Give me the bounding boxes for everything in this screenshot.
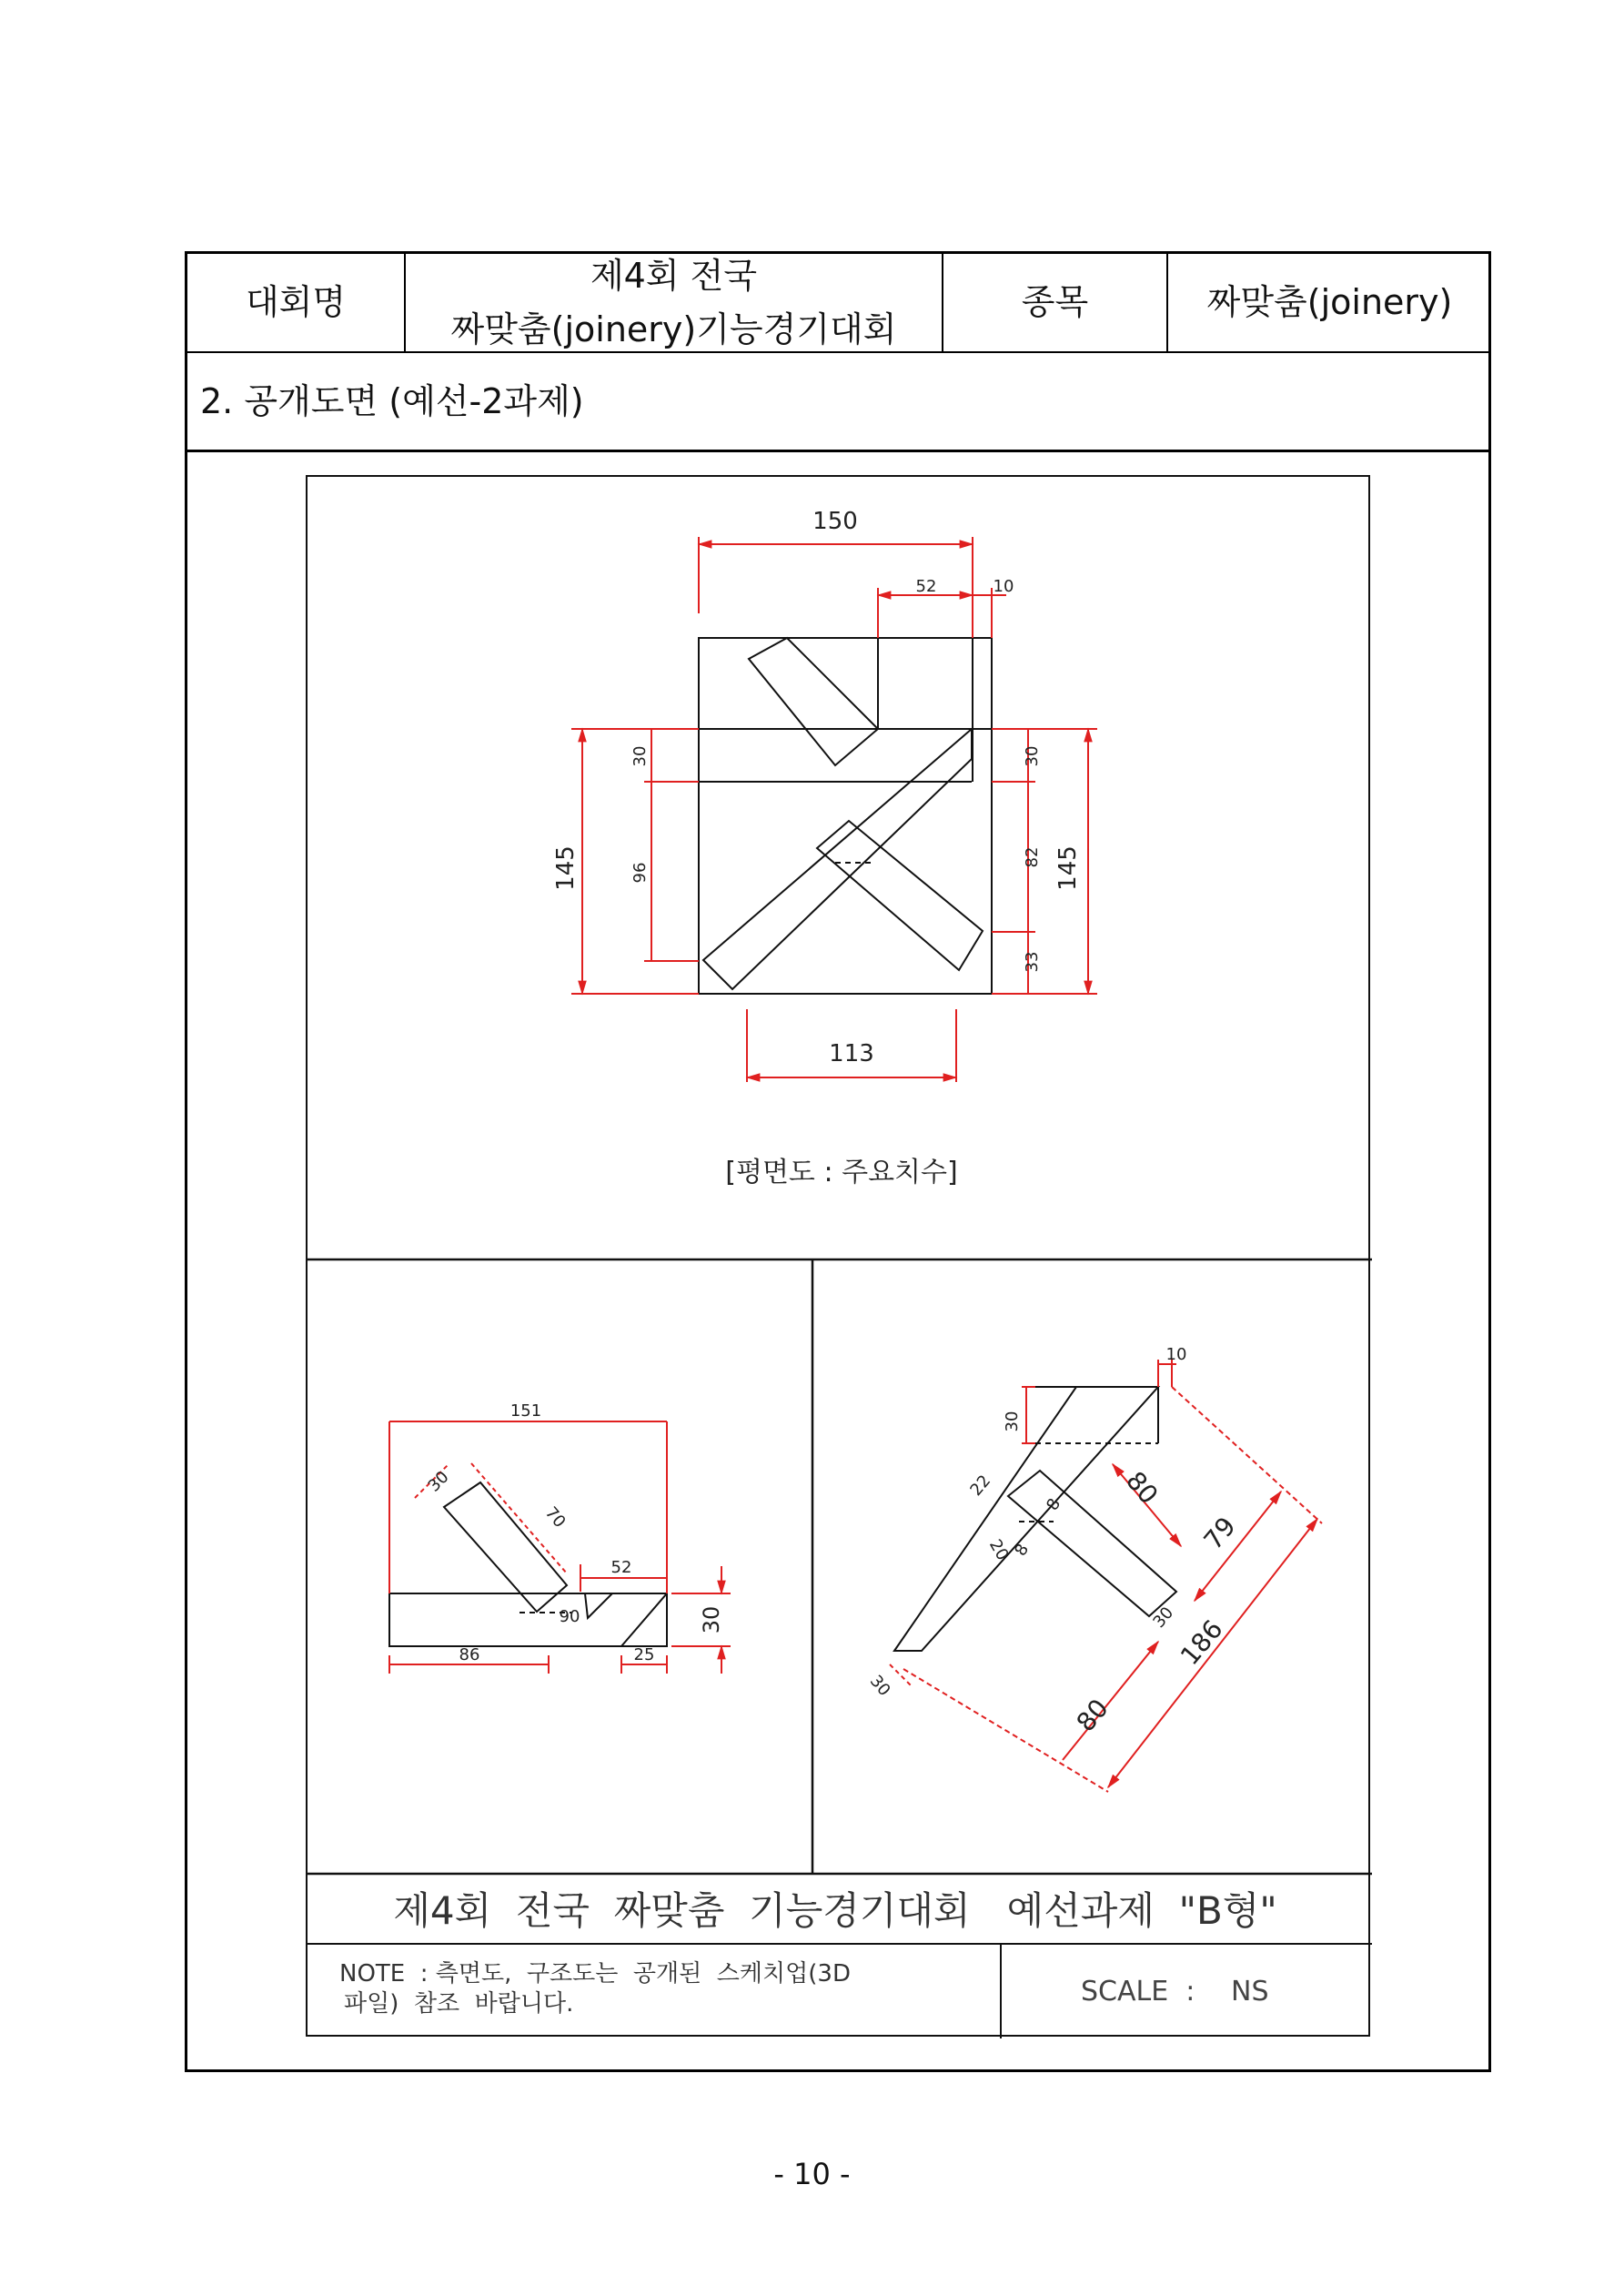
dim-plan-bottom: 113: [829, 1040, 874, 1067]
section-divider: [187, 450, 1488, 452]
plan-dimension-labels: [552, 508, 1082, 1067]
title-block-title: 제4회 전국 짜맞춤 기능경기대회 예선과제 "B형": [393, 1888, 1277, 1933]
structure-dimension-labels: [866, 1345, 1242, 1737]
dim-plan-right-total: 145: [1054, 845, 1082, 891]
side-notch: [585, 1593, 612, 1618]
scale-label: SCALE :: [1081, 1976, 1195, 2008]
structure-dimensions: [890, 1360, 1322, 1792]
dim-plan-left-a: 30: [630, 745, 650, 767]
dim-structure-inner-c: 8: [1043, 1495, 1065, 1514]
dim-plan-right-c: 33: [1023, 951, 1042, 973]
dim-structure-right-30: 30: [1149, 1603, 1178, 1632]
dim-structure-right-79: 79: [1197, 1511, 1242, 1556]
plan-dimensions: [571, 537, 1097, 1082]
drawing-svg: [308, 477, 1372, 2038]
side-dimensions: [389, 1421, 731, 1674]
dim-plan-left-b: 96: [630, 862, 650, 884]
dim-structure-left-30: 30: [865, 1671, 894, 1700]
header-event-name: 짜맞춤(joinery): [1206, 282, 1453, 323]
plan-diagonal-brace: [703, 729, 972, 989]
plan-cross-member: [817, 821, 983, 970]
title-block-note-line-1: NOTE : 측면도, 구조도는 공개된 스케치업(3D: [339, 1960, 851, 1988]
dim-plan-left-total: 145: [552, 845, 580, 891]
dim-side-angle: 90: [559, 1607, 580, 1626]
plan-upper-piece: [749, 638, 878, 765]
dim-side-diag-b: 70: [540, 1502, 570, 1532]
plan-view: [699, 638, 992, 994]
header-label-event: 종목: [1021, 282, 1089, 323]
dim-structure-upper-80: 80: [1120, 1465, 1165, 1511]
header-competition-name: [406, 254, 942, 351]
dim-plan-top-a: 52: [915, 577, 937, 596]
header-label-competition: 대회명: [245, 282, 347, 323]
dim-plan-top-width: 150: [812, 508, 858, 535]
dim-side-diag-a: 30: [424, 1467, 453, 1496]
dim-plan-top-b: 10: [993, 577, 1014, 596]
dim-side-top: 151: [509, 1401, 542, 1421]
dim-structure-inner-a: 20: [984, 1536, 1013, 1564]
dim-plan-right-b: 82: [1023, 846, 1042, 868]
competition-line-2: 짜맞춤(joinery)기능경기대회: [450, 308, 897, 349]
dim-plan-right-a: 30: [1023, 745, 1042, 767]
dim-structure-lower-80: 80: [1070, 1693, 1115, 1738]
dim-structure-inner-b: 8: [1011, 1541, 1034, 1560]
page-number: - 10 -: [773, 2157, 851, 2191]
scale-value: NS: [1231, 1976, 1269, 2008]
dim-side-right-top: 52: [610, 1558, 632, 1577]
plan-outline: [699, 638, 992, 994]
competition-line-1: 제4회 전국: [590, 255, 758, 296]
dim-side-height: 30: [699, 1605, 724, 1634]
side-end-piece: [621, 1593, 667, 1646]
dim-side-bottom-left: 86: [459, 1645, 480, 1664]
structure-view: [894, 1387, 1176, 1651]
section-title: 2. 공개도면 (예선-2과제): [200, 381, 584, 421]
dim-structure-left-b: 22: [966, 1471, 995, 1500]
plan-view-caption: [평면도 : 주요치수]: [725, 1157, 958, 1188]
dim-structure-left-a: 30: [1003, 1411, 1022, 1432]
dim-side-bottom-right: 25: [633, 1645, 655, 1664]
drawing-sheet: [306, 475, 1370, 2037]
title-block-note-line-2: 파일) 참조 바랍니다.: [344, 1990, 574, 2018]
dim-structure-top: 10: [1165, 1345, 1187, 1364]
dim-structure-right-186: 186: [1174, 1613, 1229, 1671]
side-dimension-labels: [425, 1401, 724, 1664]
